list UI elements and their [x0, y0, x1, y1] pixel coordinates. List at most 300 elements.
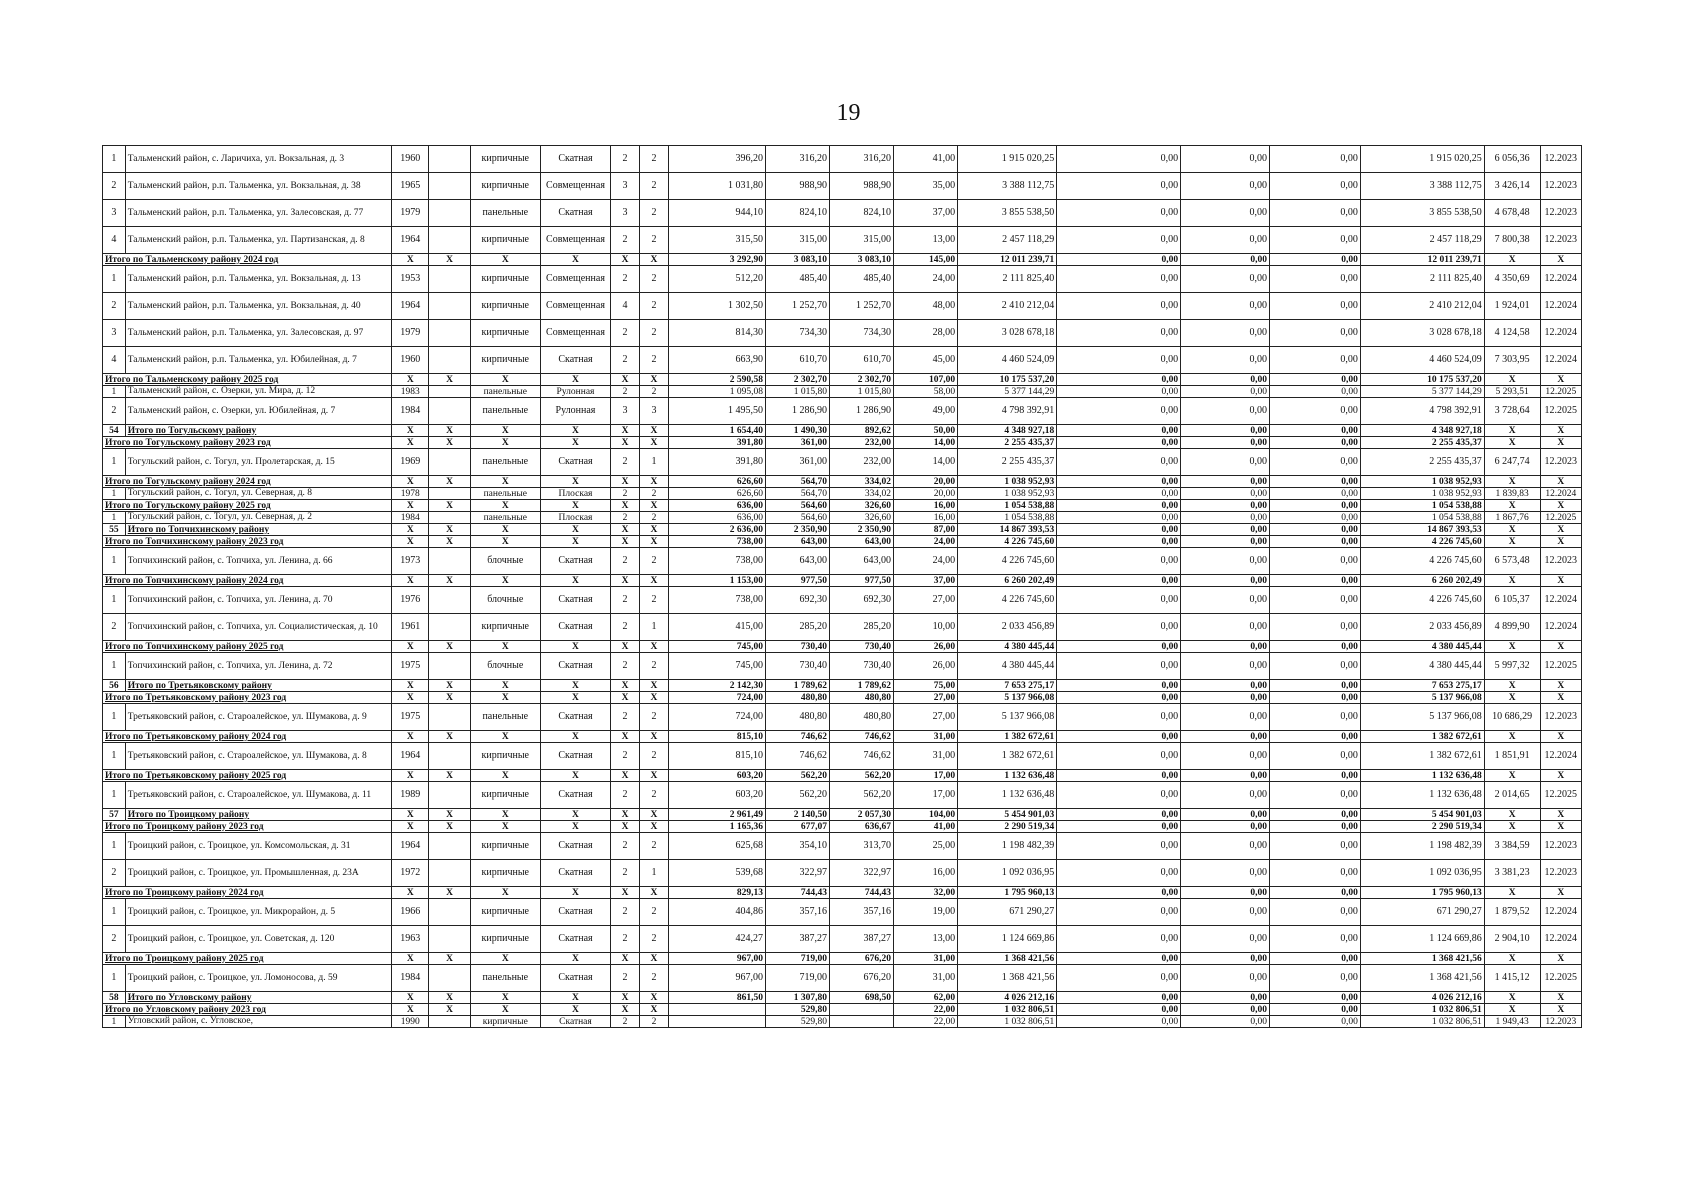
f3-cell: 0,00 — [1269, 425, 1360, 437]
cost-total-cell: 4 026 212,16 — [958, 992, 1057, 1004]
area-res-cell: 2 140,50 — [765, 809, 829, 821]
f1-cell: 0,00 — [1057, 200, 1181, 227]
f3-cell: 0,00 — [1269, 587, 1360, 614]
year-cell: 1990 — [392, 1016, 429, 1028]
district-number-cell: 58 — [103, 992, 126, 1004]
year-cell: 1984 — [392, 965, 429, 992]
floors-cell: 2 — [611, 782, 640, 809]
roof-cell: X — [540, 692, 610, 704]
floors-cell: X — [611, 425, 640, 437]
people-cell: 16,00 — [894, 512, 958, 524]
cost-total-cell: 1 795 960,13 — [958, 887, 1057, 899]
floors-cell: X — [611, 680, 640, 692]
year2-cell — [429, 227, 470, 254]
floors-cell: 3 — [611, 200, 640, 227]
f1-cell: 0,00 — [1057, 770, 1181, 782]
entrances-cell: X — [640, 500, 669, 512]
row-number-cell: 1 — [103, 488, 126, 500]
f2-cell: 0,00 — [1181, 536, 1270, 548]
year2-cell: X — [429, 821, 470, 833]
floors-cell: 2 — [611, 704, 640, 731]
walls-cell: кирпичные — [470, 782, 540, 809]
f2-cell: 0,00 — [1181, 692, 1270, 704]
table-row — [103, 899, 1582, 926]
deadline-cell: X — [1540, 770, 1581, 782]
area-res-cell: 316,20 — [765, 146, 829, 173]
f3-cell: 0,00 — [1269, 347, 1360, 374]
f4-cell: 4 226 745,60 — [1360, 536, 1484, 548]
f2-cell: 0,00 — [1181, 887, 1270, 899]
total-row — [103, 992, 1582, 1004]
year2-cell — [429, 488, 470, 500]
year-cell: X — [392, 809, 429, 821]
year-cell: X — [392, 953, 429, 965]
address-cell: Тальменский район, р.п. Тальменка, ул. Залесовская, д. 77 — [125, 200, 391, 227]
f4-cell: 1 795 960,13 — [1360, 887, 1484, 899]
f1-cell: 0,00 — [1057, 821, 1181, 833]
walls-cell: X — [470, 536, 540, 548]
total-row — [103, 809, 1582, 821]
year-cell: 1979 — [392, 320, 429, 347]
cost-total-cell: 4 226 745,60 — [958, 536, 1057, 548]
year2-cell — [429, 347, 470, 374]
floors-cell: X — [611, 641, 640, 653]
area-res2-cell: 387,27 — [830, 926, 894, 953]
total-row — [103, 254, 1582, 266]
f2-cell: 0,00 — [1181, 704, 1270, 731]
year2-cell: X — [429, 770, 470, 782]
area-res-cell: 824,10 — [765, 200, 829, 227]
cost-total-cell: 3 855 538,50 — [958, 200, 1057, 227]
f1-cell: 0,00 — [1057, 146, 1181, 173]
row-number-cell: 1 — [103, 146, 126, 173]
area-res-cell: 564,70 — [765, 488, 829, 500]
f2-cell: 0,00 — [1181, 146, 1270, 173]
roof-cell: Скатная — [540, 653, 610, 680]
entrances-cell: 2 — [640, 1016, 669, 1028]
f1-cell: 0,00 — [1057, 887, 1181, 899]
unit-cost-cell: 1 879,52 — [1484, 899, 1540, 926]
f4-cell: 1 054 538,88 — [1360, 500, 1484, 512]
year2-cell — [429, 614, 470, 641]
walls-cell: X — [470, 680, 540, 692]
f2-cell: 0,00 — [1181, 374, 1270, 386]
unit-cost-cell: 3 381,23 — [1484, 860, 1540, 887]
unit-cost-cell: X — [1484, 692, 1540, 704]
f2-cell: 0,00 — [1181, 587, 1270, 614]
row-number-cell: 1 — [103, 704, 126, 731]
f3-cell: 0,00 — [1269, 437, 1360, 449]
walls-cell: кирпичные — [470, 899, 540, 926]
walls-cell: X — [470, 254, 540, 266]
table-row — [103, 587, 1582, 614]
f4-cell: 4 348 927,18 — [1360, 425, 1484, 437]
f1-cell: 0,00 — [1057, 536, 1181, 548]
f4-cell: 5 454 901,03 — [1360, 809, 1484, 821]
year-cell: 1960 — [392, 146, 429, 173]
area-res-cell: 1 286,90 — [765, 398, 829, 425]
entrances-cell: X — [640, 374, 669, 386]
deadline-cell: 12.2024 — [1540, 488, 1581, 500]
people-cell: 75,00 — [894, 680, 958, 692]
area-res-cell: 719,00 — [765, 965, 829, 992]
area-total-cell: 815,10 — [668, 731, 765, 743]
area-total-cell: 415,00 — [668, 614, 765, 641]
f1-cell: 0,00 — [1057, 293, 1181, 320]
deadline-cell: 12.2023 — [1540, 833, 1581, 860]
unit-cost-cell: X — [1484, 953, 1540, 965]
total-row — [103, 524, 1582, 536]
unit-cost-cell: X — [1484, 437, 1540, 449]
f2-cell: 0,00 — [1181, 548, 1270, 575]
cost-total-cell: 4 380 445,44 — [958, 653, 1057, 680]
people-cell: 16,00 — [894, 860, 958, 887]
deadline-cell: X — [1540, 641, 1581, 653]
year-cell: 1961 — [392, 614, 429, 641]
area-res-cell: 719,00 — [765, 953, 829, 965]
people-cell: 27,00 — [894, 692, 958, 704]
area-res2-cell: 643,00 — [830, 548, 894, 575]
cost-total-cell: 1 038 952,93 — [958, 488, 1057, 500]
total-row — [103, 821, 1582, 833]
unit-cost-cell: 6 056,36 — [1484, 146, 1540, 173]
f2-cell: 0,00 — [1181, 512, 1270, 524]
f2-cell: 0,00 — [1181, 227, 1270, 254]
f2-cell: 0,00 — [1181, 731, 1270, 743]
cost-total-cell: 3 028 678,18 — [958, 320, 1057, 347]
year-cell: 1964 — [392, 833, 429, 860]
roof-cell: Скатная — [540, 926, 610, 953]
people-cell: 28,00 — [894, 320, 958, 347]
year2-cell — [429, 833, 470, 860]
walls-cell: панельные — [470, 965, 540, 992]
cost-total-cell: 7 653 275,17 — [958, 680, 1057, 692]
area-res2-cell: 322,97 — [830, 860, 894, 887]
people-cell: 19,00 — [894, 899, 958, 926]
area-res2-cell: 730,40 — [830, 641, 894, 653]
floors-cell: X — [611, 887, 640, 899]
deadline-cell: 12.2025 — [1540, 653, 1581, 680]
f2-cell: 0,00 — [1181, 293, 1270, 320]
row-number-cell: 1 — [103, 512, 126, 524]
area-total-cell: 636,00 — [668, 512, 765, 524]
year-cell: X — [392, 437, 429, 449]
entrances-cell: X — [640, 992, 669, 1004]
area-total-cell: 815,10 — [668, 743, 765, 770]
entrances-cell: 1 — [640, 449, 669, 476]
year2-cell: X — [429, 731, 470, 743]
f4-cell: 14 867 393,53 — [1360, 524, 1484, 536]
year-cell: X — [392, 476, 429, 488]
unit-cost-cell: 4 124,58 — [1484, 320, 1540, 347]
walls-cell: панельные — [470, 386, 540, 398]
walls-cell: X — [470, 437, 540, 449]
area-res2-cell: 1 015,80 — [830, 386, 894, 398]
district-number-cell: 57 — [103, 809, 126, 821]
area-res2-cell: 232,00 — [830, 449, 894, 476]
area-total-cell: 626,60 — [668, 476, 765, 488]
area-res-cell: 357,16 — [765, 899, 829, 926]
unit-cost-cell: X — [1484, 536, 1540, 548]
f1-cell: 0,00 — [1057, 398, 1181, 425]
people-cell: 26,00 — [894, 641, 958, 653]
year2-cell: X — [429, 524, 470, 536]
cost-total-cell: 6 260 202,49 — [958, 575, 1057, 587]
entrances-cell: 2 — [640, 386, 669, 398]
f1-cell: 0,00 — [1057, 374, 1181, 386]
year-cell: 1964 — [392, 743, 429, 770]
table-row — [103, 386, 1582, 398]
entrances-cell: X — [640, 770, 669, 782]
deadline-cell: X — [1540, 731, 1581, 743]
year-cell: X — [392, 536, 429, 548]
total-row — [103, 770, 1582, 782]
cost-total-cell: 1 368 421,56 — [958, 965, 1057, 992]
roof-cell: Плоская — [540, 512, 610, 524]
year-cell: X — [392, 524, 429, 536]
f3-cell: 0,00 — [1269, 293, 1360, 320]
f1-cell: 0,00 — [1057, 587, 1181, 614]
row-number-cell: 1 — [103, 743, 126, 770]
floors-cell: 2 — [611, 227, 640, 254]
walls-cell: X — [470, 821, 540, 833]
f4-cell: 10 175 537,20 — [1360, 374, 1484, 386]
area-res-cell: 562,20 — [765, 770, 829, 782]
walls-cell: кирпичные — [470, 860, 540, 887]
f4-cell: 2 290 519,34 — [1360, 821, 1484, 833]
area-res2-cell: 2 302,70 — [830, 374, 894, 386]
f2-cell: 0,00 — [1181, 524, 1270, 536]
deadline-cell: 12.2025 — [1540, 398, 1581, 425]
year-cell: 1964 — [392, 227, 429, 254]
year-cell: 1973 — [392, 548, 429, 575]
people-cell: 58,00 — [894, 386, 958, 398]
f3-cell: 0,00 — [1269, 536, 1360, 548]
entrances-cell: 2 — [640, 833, 669, 860]
year2-cell — [429, 173, 470, 200]
address-cell: Топчихинский район, с. Топчиха, ул. Социалистическая, д. 10 — [125, 614, 391, 641]
walls-cell: X — [470, 641, 540, 653]
table-row — [103, 782, 1582, 809]
area-res-cell: 1 015,80 — [765, 386, 829, 398]
area-res2-cell: 636,67 — [830, 821, 894, 833]
year-cell: X — [392, 821, 429, 833]
f4-cell: 1 368 421,56 — [1360, 965, 1484, 992]
total-row — [103, 374, 1582, 386]
area-res2-cell: 988,90 — [830, 173, 894, 200]
f3-cell: 0,00 — [1269, 614, 1360, 641]
unit-cost-cell: X — [1484, 374, 1540, 386]
unit-cost-cell: 6 573,48 — [1484, 548, 1540, 575]
f1-cell: 0,00 — [1057, 1016, 1181, 1028]
deadline-cell: 12.2023 — [1540, 200, 1581, 227]
area-total-cell: 1 165,36 — [668, 821, 765, 833]
unit-cost-cell: 3 728,64 — [1484, 398, 1540, 425]
unit-cost-cell: X — [1484, 680, 1540, 692]
area-res-cell: 564,60 — [765, 500, 829, 512]
entrances-cell: X — [640, 809, 669, 821]
f4-cell: 4 380 445,44 — [1360, 641, 1484, 653]
deadline-cell: 12.2024 — [1540, 614, 1581, 641]
roof-cell: Скатная — [540, 146, 610, 173]
area-total-cell: 404,86 — [668, 899, 765, 926]
area-total-cell: 967,00 — [668, 965, 765, 992]
area-total-cell: 738,00 — [668, 536, 765, 548]
area-res-cell: 988,90 — [765, 173, 829, 200]
f4-cell: 1 915 020,25 — [1360, 146, 1484, 173]
entrances-cell: 2 — [640, 899, 669, 926]
floors-cell: X — [611, 731, 640, 743]
walls-cell: X — [470, 476, 540, 488]
f3-cell: 0,00 — [1269, 374, 1360, 386]
people-cell: 14,00 — [894, 437, 958, 449]
f4-cell: 1 032 806,51 — [1360, 1004, 1484, 1016]
total-row — [103, 953, 1582, 965]
area-total-cell: 539,68 — [668, 860, 765, 887]
year2-cell — [429, 743, 470, 770]
walls-cell: X — [470, 425, 540, 437]
f1-cell: 0,00 — [1057, 704, 1181, 731]
year-cell: 1960 — [392, 347, 429, 374]
area-res2-cell: 3 083,10 — [830, 254, 894, 266]
f4-cell: 2 255 435,37 — [1360, 437, 1484, 449]
area-total-cell: 2 142,30 — [668, 680, 765, 692]
cost-total-cell: 2 457 118,29 — [958, 227, 1057, 254]
f4-cell: 3 028 678,18 — [1360, 320, 1484, 347]
floors-cell: 2 — [611, 449, 640, 476]
f1-cell: 0,00 — [1057, 425, 1181, 437]
year-total-label: Итого по Троицкому району 2023 год — [103, 821, 392, 833]
f1-cell: 0,00 — [1057, 386, 1181, 398]
deadline-cell: X — [1540, 1004, 1581, 1016]
year-cell: X — [392, 500, 429, 512]
area-total-cell: 829,13 — [668, 887, 765, 899]
area-total-cell: 391,80 — [668, 437, 765, 449]
f3-cell: 0,00 — [1269, 731, 1360, 743]
entrances-cell: X — [640, 731, 669, 743]
area-res2-cell: 313,70 — [830, 833, 894, 860]
area-res-cell: 564,70 — [765, 476, 829, 488]
floors-cell: 2 — [611, 743, 640, 770]
area-total-cell: 738,00 — [668, 548, 765, 575]
area-res2-cell: 643,00 — [830, 536, 894, 548]
deadline-cell: X — [1540, 500, 1581, 512]
area-total-cell: 636,00 — [668, 500, 765, 512]
deadline-cell: X — [1540, 575, 1581, 587]
f3-cell: 0,00 — [1269, 1016, 1360, 1028]
year-total-label: Итого по Топчихинскому району 2025 год — [103, 641, 392, 653]
year-total-label: Итого по Троицкому району 2025 год — [103, 953, 392, 965]
cost-total-cell: 4 226 745,60 — [958, 587, 1057, 614]
people-cell: 62,00 — [894, 992, 958, 1004]
people-cell: 20,00 — [894, 476, 958, 488]
area-res2-cell: 480,80 — [830, 704, 894, 731]
table-body — [103, 146, 1582, 1028]
area-res2-cell: 357,16 — [830, 899, 894, 926]
area-res-cell: 1 307,80 — [765, 992, 829, 1004]
unit-cost-cell: 1 924,01 — [1484, 293, 1540, 320]
year-total-label: Итого по Угловскому району 2023 год — [103, 1004, 392, 1016]
f2-cell: 0,00 — [1181, 899, 1270, 926]
f4-cell: 1 054 538,88 — [1360, 512, 1484, 524]
f4-cell: 12 011 239,71 — [1360, 254, 1484, 266]
f1-cell: 0,00 — [1057, 743, 1181, 770]
area-total-cell: 396,20 — [668, 146, 765, 173]
address-cell: Третьяковский район, с. Староалейское, ул. Шумакова, д. 11 — [125, 782, 391, 809]
address-cell: Троицкий район, с. Троицкое, ул. Комсомольская, д. 31 — [125, 833, 391, 860]
roof-cell: Рулонная — [540, 386, 610, 398]
f3-cell: 0,00 — [1269, 899, 1360, 926]
people-cell: 87,00 — [894, 524, 958, 536]
year-total-label: Итого по Тогульскому району 2025 год — [103, 500, 392, 512]
walls-cell: кирпичные — [470, 347, 540, 374]
walls-cell: кирпичные — [470, 926, 540, 953]
entrances-cell: X — [640, 680, 669, 692]
year-cell: 1964 — [392, 293, 429, 320]
f4-cell: 3 855 538,50 — [1360, 200, 1484, 227]
people-cell: 20,00 — [894, 488, 958, 500]
row-number-cell: 2 — [103, 173, 126, 200]
walls-cell: X — [470, 500, 540, 512]
floors-cell: X — [611, 770, 640, 782]
f3-cell: 0,00 — [1269, 926, 1360, 953]
cost-total-cell: 4 226 745,60 — [958, 548, 1057, 575]
entrances-cell: 2 — [640, 488, 669, 500]
area-res2-cell: 1 789,62 — [830, 680, 894, 692]
table-row — [103, 488, 1582, 500]
table-row — [103, 227, 1582, 254]
area-res-cell: 564,60 — [765, 512, 829, 524]
address-cell: Топчихинский район, с. Топчиха, ул. Ленина, д. 70 — [125, 587, 391, 614]
area-res-cell: 643,00 — [765, 536, 829, 548]
area-res2-cell: 892,62 — [830, 425, 894, 437]
deadline-cell: 12.2024 — [1540, 320, 1581, 347]
area-res-cell: 977,50 — [765, 575, 829, 587]
f2-cell: 0,00 — [1181, 653, 1270, 680]
address-cell: Тальменский район, р.п. Тальменка, ул. Юбилейная, д. 7 — [125, 347, 391, 374]
year2-cell — [429, 386, 470, 398]
f2-cell: 0,00 — [1181, 809, 1270, 821]
f2-cell: 0,00 — [1181, 1016, 1270, 1028]
year-cell: 1989 — [392, 782, 429, 809]
walls-cell: X — [470, 731, 540, 743]
walls-cell: кирпичные — [470, 173, 540, 200]
walls-cell: X — [470, 1004, 540, 1016]
f4-cell: 671 290,27 — [1360, 899, 1484, 926]
f3-cell: 0,00 — [1269, 833, 1360, 860]
year2-cell: X — [429, 953, 470, 965]
deadline-cell: 12.2023 — [1540, 860, 1581, 887]
total-row — [103, 437, 1582, 449]
area-res-cell: 610,70 — [765, 347, 829, 374]
area-total-cell: 814,30 — [668, 320, 765, 347]
entrances-cell: 1 — [640, 860, 669, 887]
f1-cell: 0,00 — [1057, 476, 1181, 488]
unit-cost-cell: X — [1484, 425, 1540, 437]
f3-cell: 0,00 — [1269, 173, 1360, 200]
unit-cost-cell: X — [1484, 500, 1540, 512]
walls-cell: кирпичные — [470, 146, 540, 173]
unit-cost-cell: X — [1484, 476, 1540, 488]
year-total-label: Итого по Тогульскому району 2024 год — [103, 476, 392, 488]
unit-cost-cell: X — [1484, 254, 1540, 266]
f4-cell: 1 368 421,56 — [1360, 953, 1484, 965]
deadline-cell: 12.2023 — [1540, 548, 1581, 575]
year-cell: 1976 — [392, 587, 429, 614]
floors-cell: 2 — [611, 347, 640, 374]
area-res2-cell: 824,10 — [830, 200, 894, 227]
people-cell: 22,00 — [894, 1016, 958, 1028]
